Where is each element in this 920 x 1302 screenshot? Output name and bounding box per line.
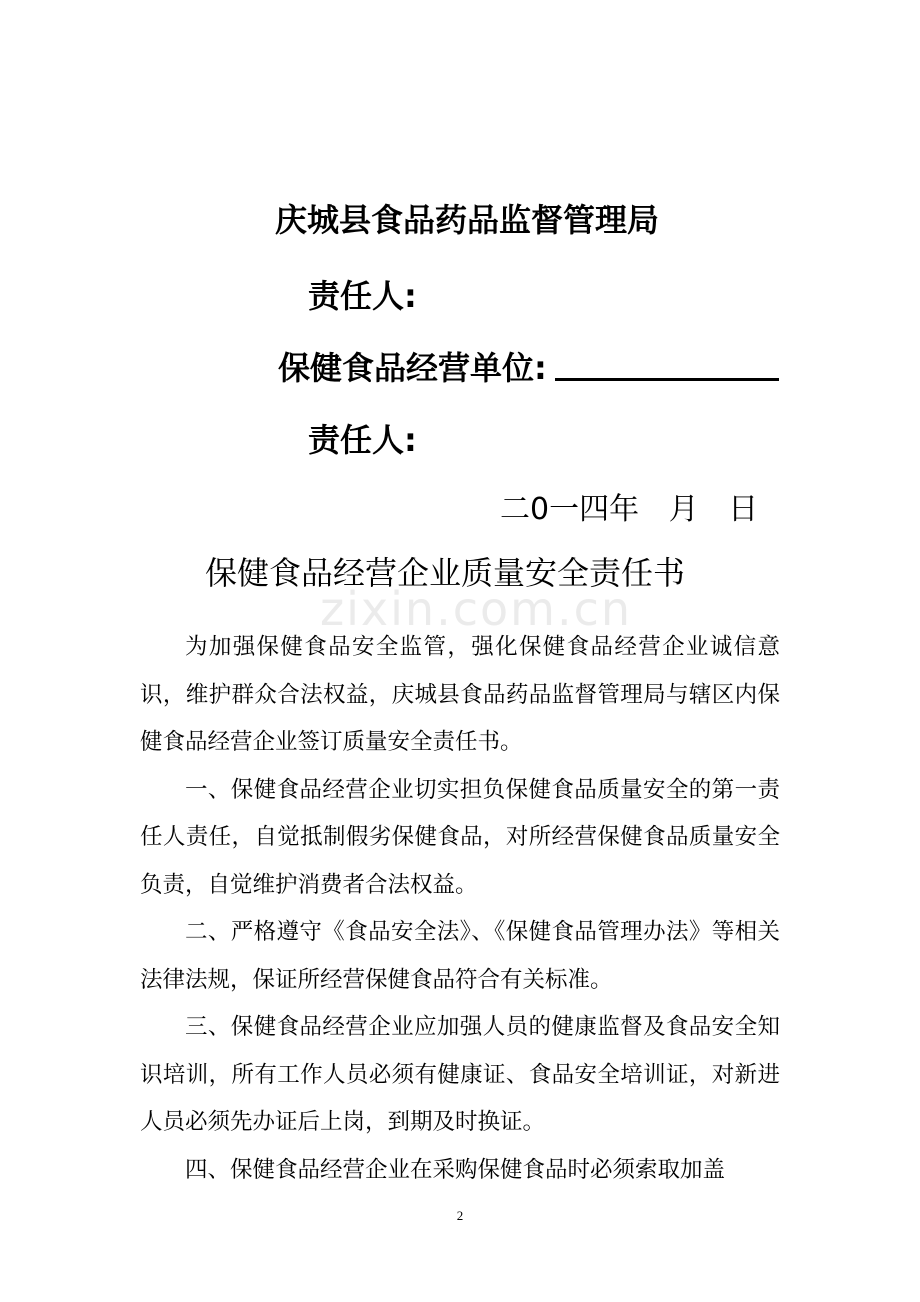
business-unit-label: 保健食品经营单位: bbox=[278, 349, 547, 387]
watermark: zixin.com.cn bbox=[320, 582, 633, 636]
document-title: 保健食品经营企业质量安全责任书 bbox=[205, 554, 686, 592]
organization-name: 庆城县食品药品监督管理局 bbox=[275, 201, 660, 239]
body-paragraph: 为加强保健食品安全监管，强化保健食品经营企业诚信意识，维护群众合法权益，庆城县食品药品监督管理局与辖区内保健食品经营企业签订质量安全责任书。 bbox=[140, 634, 780, 755]
document-body bbox=[140, 624, 780, 1194]
body-paragraph: 一、保健食品经营企业切实担负保健食品质量安全的第一责任人责任，自觉抵制假劣保健食品，对所经营保健食品质量安全负责，自觉维护消费者合法权益。 bbox=[140, 776, 780, 898]
body-paragraph: 三、保健食品经营企业应加强人员的健康监督及食品安全知识培训，所有工作人员必须有健康证、食品安全培训证，对新进人员必须先办证后上岗，到期及时换证。 bbox=[140, 1014, 780, 1135]
responsible-person-label-1: 责任人: bbox=[308, 277, 417, 315]
business-unit-blank-line bbox=[555, 378, 779, 381]
signing-date: 二0一四年 月 日 bbox=[500, 492, 759, 527]
page-number: 2 bbox=[456, 1208, 464, 1223]
body-paragraph: 二、严格遵守《食品安全法》、《保健食品管理办法》等相关法律法规，保证所经营保健食品符合有关标准。 bbox=[140, 919, 780, 993]
body-paragraph: 四、保健食品经营企业在采购保健食品时必须索取加盖 bbox=[185, 1156, 726, 1183]
responsible-person-label-2: 责任人: bbox=[308, 421, 417, 459]
